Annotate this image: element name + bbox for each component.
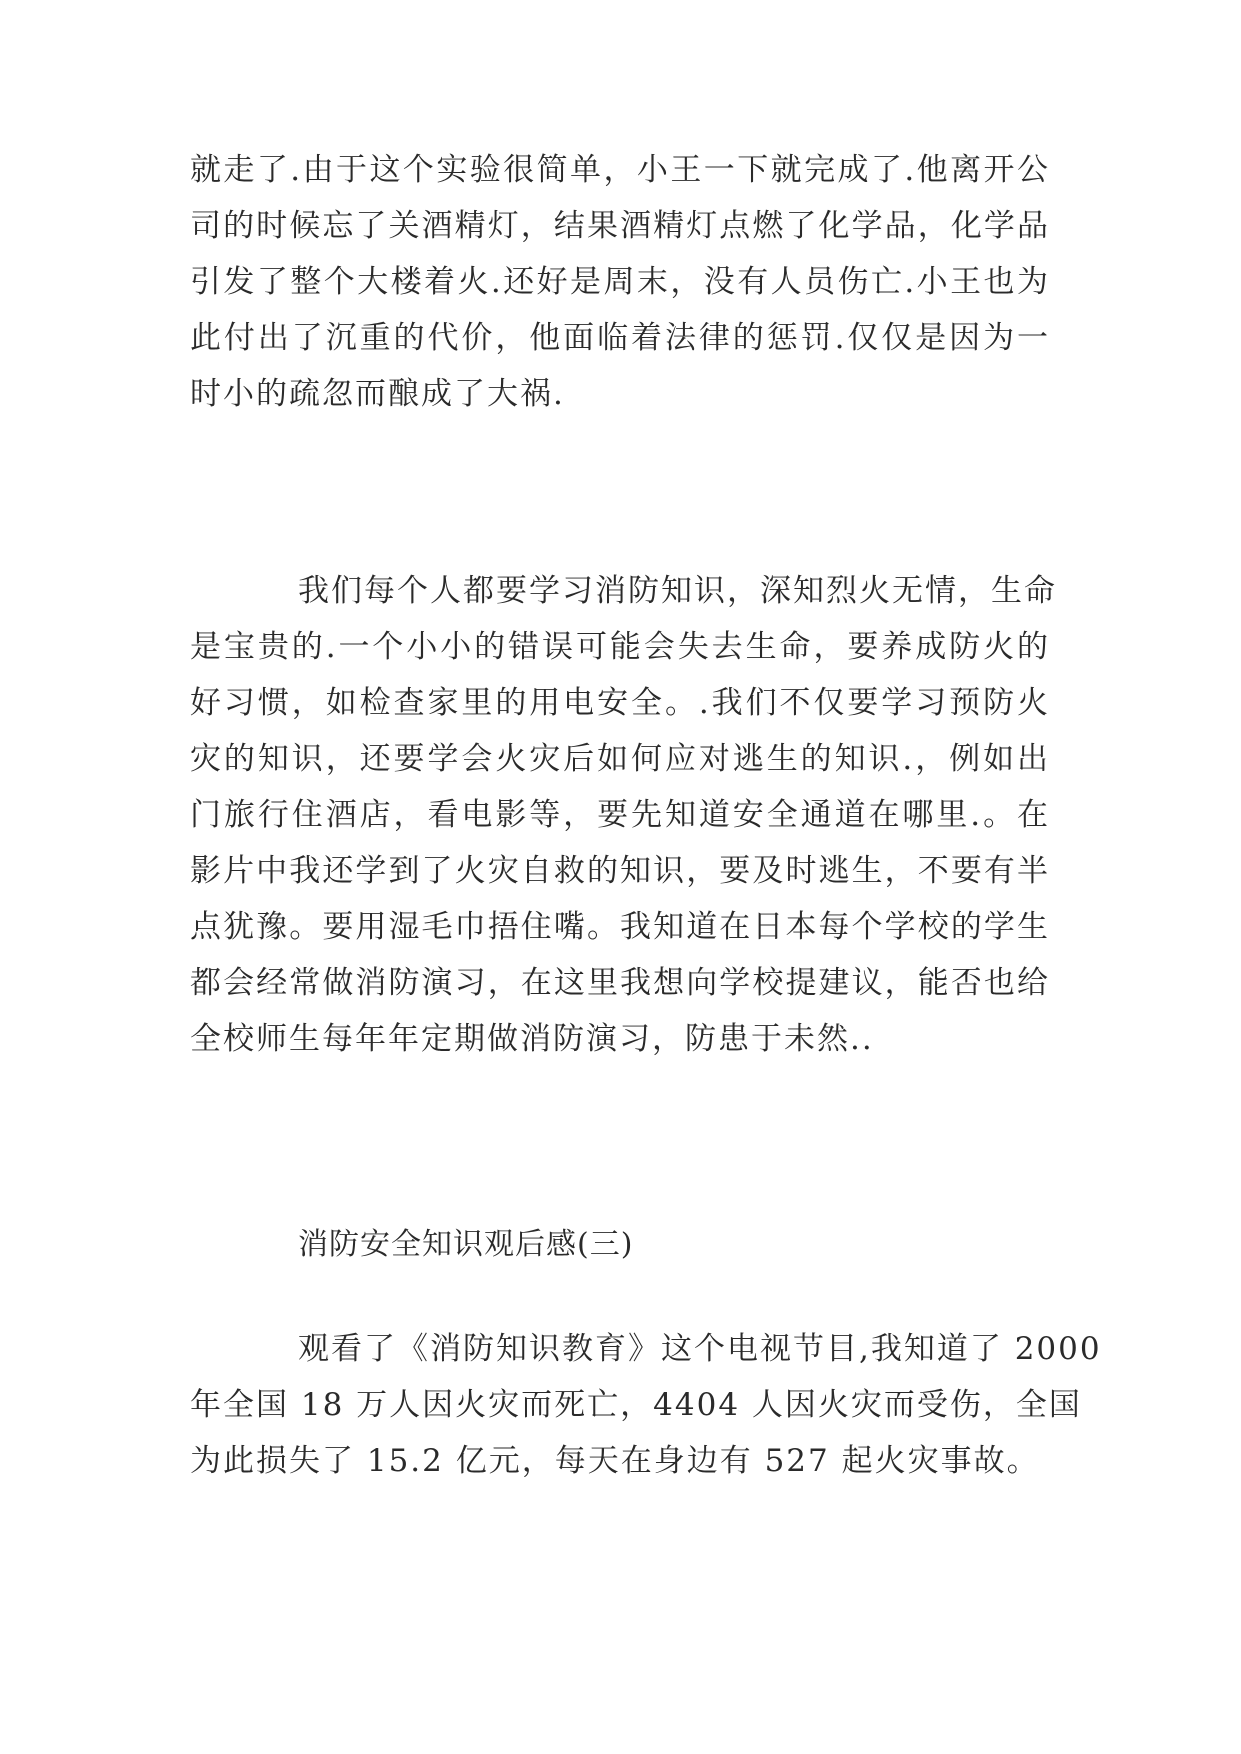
paragraph-line: 影片中我还学到了火灾自救的知识，要及时逃生，不要有半	[190, 853, 1050, 889]
paragraph-line: 引发了整个大楼着火.还好是周末，没有人员伤亡.小王也为	[190, 264, 1050, 300]
paragraph-line: 点犹豫。要用湿毛巾捂住嘴。我知道在日本每个学校的学生	[190, 909, 1050, 945]
paragraph-line: 此付出了沉重的代价，他面临着法律的惩罚.仅仅是因为一	[190, 320, 1050, 356]
paragraph-line: 年全国 18 万人因火灾而死亡，4404 人因火灾而受伤，全国	[190, 1387, 1082, 1423]
paragraph-line: 全校师生每年年定期做消防演习，防患于未然..	[190, 1021, 874, 1057]
paragraph-line: 为此损失了 15.2 亿元，每天在身边有 527 起火灾事故。	[190, 1443, 1040, 1479]
paragraph-line: 时小的疏忽而酿成了大祸.	[190, 376, 565, 412]
paragraph-line: 就走了.由于这个实验很简单，小王一下就完成了.他离开公	[190, 152, 1050, 188]
paragraph-line: 观看了《消防知识教育》这个电视节目,我知道了 2000	[298, 1331, 1102, 1367]
paragraph-line: 好习惯，如检查家里的用电安全。.我们不仅要学习预防火	[190, 685, 1050, 721]
section-title-block	[190, 1217, 1050, 1273]
paragraph-2	[190, 563, 1057, 1067]
paragraph-line: 司的时候忘了关酒精灯，结果酒精灯点燃了化学品，化学品	[190, 208, 1050, 244]
paragraph-line: 是宝贵的.一个小小的错误可能会失去生命，要养成防火的	[190, 629, 1050, 665]
paragraph-1	[190, 142, 1050, 422]
paragraph-line: 都会经常做消防演习，在这里我想向学校提建议，能否也给	[190, 965, 1050, 1001]
paragraph-line: 我们每个人都要学习消防知识，深知烈火无情，生命	[298, 573, 1057, 609]
paragraph-3	[190, 1321, 1102, 1489]
paragraph-line: 门旅行住酒店，看电影等，要先知道安全通道在哪里.。在	[190, 797, 1050, 833]
section-title: 消防安全知识观后感(三)	[298, 1227, 634, 1262]
paragraph-line: 灾的知识，还要学会火灾后如何应对逃生的知识.，例如出	[190, 741, 1050, 777]
